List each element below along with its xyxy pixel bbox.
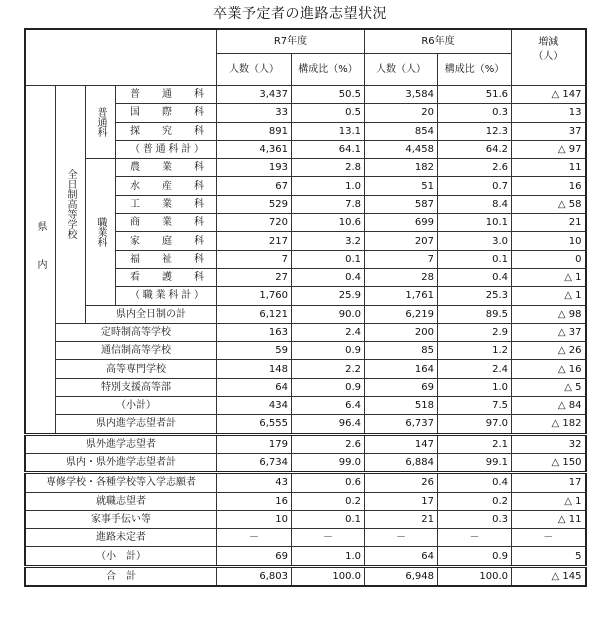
cell-r7-count: 69 — [217, 547, 292, 566]
header-row-years — [25, 29, 586, 54]
cell-r6-count: 4,458 — [365, 140, 438, 158]
cell-r6-ratio: 100.0 — [438, 566, 512, 586]
cell-r6-count: － — [365, 529, 438, 547]
cell-r7-ratio: 64.1 — [292, 140, 365, 158]
table-row — [25, 529, 586, 547]
cell-change: △ 1 — [512, 268, 586, 286]
table-row — [25, 510, 586, 528]
cell-r6-ratio: 2.4 — [438, 360, 512, 378]
table-row — [25, 547, 586, 566]
header-r6-ratio: 構成比（%） — [438, 54, 512, 86]
cell-change: △ 26 — [512, 342, 586, 360]
cell-r6-ratio: 2.6 — [438, 159, 512, 177]
header-blank — [25, 29, 217, 86]
cell-change: 5 — [512, 547, 586, 566]
row-label: （小 計） — [25, 547, 217, 566]
header-r7: R7年度 — [217, 29, 365, 54]
cell-r7-ratio: 100.0 — [292, 566, 365, 586]
cell-change: △ 1 — [512, 287, 586, 305]
cell-r7-count: 4,361 — [217, 140, 292, 158]
row-label: 商業科 — [116, 214, 217, 232]
cell-r6-count: 51 — [365, 177, 438, 195]
cell-r6-count: 6,219 — [365, 305, 438, 323]
table-row — [25, 305, 586, 323]
cell-r7-ratio: 0.5 — [292, 104, 365, 122]
cell-r7-count: 10 — [217, 510, 292, 528]
cell-r7-ratio: 0.9 — [292, 378, 365, 396]
cell-r6-count: 518 — [365, 397, 438, 415]
cell-r7-ratio: 0.2 — [292, 492, 365, 510]
cell-r7-count: 434 — [217, 397, 292, 415]
table-row — [25, 360, 586, 378]
cell-r6-ratio: 0.4 — [438, 473, 512, 492]
cell-r6-ratio: 2.9 — [438, 323, 512, 341]
cell-r6-ratio: 0.1 — [438, 250, 512, 268]
cell-r7-ratio: 25.9 — [292, 287, 365, 305]
cell-r6-count: 587 — [365, 195, 438, 213]
cell-r7-ratio: 6.4 — [292, 397, 365, 415]
cell-r6-ratio: 1.0 — [438, 378, 512, 396]
cell-r6-count: 699 — [365, 214, 438, 232]
cell-r6-count: 6,884 — [365, 453, 438, 472]
row-label: 県内全日制の計 — [86, 305, 217, 323]
cell-r6-ratio: 97.0 — [438, 415, 512, 434]
cell-r7-count: 891 — [217, 122, 292, 140]
career-plan-table — [24, 28, 587, 587]
cell-r7-count: 33 — [217, 104, 292, 122]
cell-r7-ratio: 2.8 — [292, 159, 365, 177]
cell-r7-ratio: 90.0 — [292, 305, 365, 323]
cell-r7-count: 148 — [217, 360, 292, 378]
cell-r6-count: 3,584 — [365, 86, 438, 104]
group-general: 普通科 — [86, 86, 116, 159]
cell-r6-count: 182 — [365, 159, 438, 177]
cell-r7-count: 59 — [217, 342, 292, 360]
table-row — [25, 159, 586, 177]
row-label: （小計） — [56, 397, 217, 415]
table-row — [25, 492, 586, 510]
cell-r7-count: 67 — [217, 177, 292, 195]
cell-r6-ratio: 12.3 — [438, 122, 512, 140]
cell-r7-ratio: 10.6 — [292, 214, 365, 232]
group-fulltime: 全日制高等学校 — [56, 86, 86, 324]
cell-r6-ratio: 51.6 — [438, 86, 512, 104]
row-label: 普通科 — [116, 86, 217, 104]
table-row — [25, 473, 586, 492]
cell-r6-count: 164 — [365, 360, 438, 378]
table-row — [25, 453, 586, 472]
row-label: 定時制高等学校 — [56, 323, 217, 341]
table-row — [25, 323, 586, 341]
cell-r7-ratio: 13.1 — [292, 122, 365, 140]
row-label: 家庭科 — [116, 232, 217, 250]
cell-change: △ 150 — [512, 453, 586, 472]
row-label: （職業科計） — [116, 287, 217, 305]
cell-change: △ 98 — [512, 305, 586, 323]
cell-change: 10 — [512, 232, 586, 250]
cell-r6-ratio: 99.1 — [438, 453, 512, 472]
cell-r6-ratio: 1.2 — [438, 342, 512, 360]
cell-r6-count: 854 — [365, 122, 438, 140]
cell-r7-count: 179 — [217, 434, 292, 453]
row-label: 特別支援高等部 — [56, 378, 217, 396]
cell-r7-ratio: － — [292, 529, 365, 547]
cell-r7-ratio: 50.5 — [292, 86, 365, 104]
cell-change: △ 145 — [512, 566, 586, 586]
group-vocational: 職業科 — [86, 159, 116, 305]
cell-r7-ratio: 2.6 — [292, 434, 365, 453]
cell-change: 11 — [512, 159, 586, 177]
row-label: 県内・県外進学志望者計 — [25, 453, 217, 472]
cell-r7-ratio: 96.4 — [292, 415, 365, 434]
row-label: 工業科 — [116, 195, 217, 213]
cell-change: 13 — [512, 104, 586, 122]
cell-change: 17 — [512, 473, 586, 492]
cell-r6-count: 6,737 — [365, 415, 438, 434]
cell-r7-count: 3,437 — [217, 86, 292, 104]
header-r6: R6年度 — [365, 29, 512, 54]
cell-r7-count: 27 — [217, 268, 292, 286]
cell-r7-count: 6,734 — [217, 453, 292, 472]
cell-r6-count: 26 — [365, 473, 438, 492]
table-row — [25, 434, 586, 453]
cell-r6-count: 20 — [365, 104, 438, 122]
cell-r6-ratio: 89.5 — [438, 305, 512, 323]
cell-r6-ratio: 64.2 — [438, 140, 512, 158]
table-row — [25, 378, 586, 396]
cell-change: △ 97 — [512, 140, 586, 158]
cell-change: 0 — [512, 250, 586, 268]
cell-r7-count: 529 — [217, 195, 292, 213]
cell-r6-ratio: － — [438, 529, 512, 547]
cell-r7-count: 64 — [217, 378, 292, 396]
cell-r6-count: 85 — [365, 342, 438, 360]
row-label: 看護科 — [116, 268, 217, 286]
cell-change: △ 147 — [512, 86, 586, 104]
row-label: 探究科 — [116, 122, 217, 140]
cell-r7-count: 6,803 — [217, 566, 292, 586]
cell-r6-count: 69 — [365, 378, 438, 396]
row-label: （普通科計） — [116, 140, 217, 158]
cell-r6-count: 7 — [365, 250, 438, 268]
cell-r7-count: 1,760 — [217, 287, 292, 305]
cell-r6-ratio: 0.2 — [438, 492, 512, 510]
cell-change: △ 5 — [512, 378, 586, 396]
row-label: 合 計 — [25, 566, 217, 586]
cell-r7-count: 7 — [217, 250, 292, 268]
cell-r6-ratio: 8.4 — [438, 195, 512, 213]
cell-change: △ 1 — [512, 492, 586, 510]
cell-r6-ratio: 25.3 — [438, 287, 512, 305]
cell-r6-ratio: 3.0 — [438, 232, 512, 250]
cell-r7-ratio: 1.0 — [292, 177, 365, 195]
header-r7-ratio: 構成比（%） — [292, 54, 365, 86]
cell-r6-ratio: 10.1 — [438, 214, 512, 232]
cell-change: △ 84 — [512, 397, 586, 415]
cell-r6-ratio: 0.3 — [438, 104, 512, 122]
row-label: 福祉科 — [116, 250, 217, 268]
cell-change: 37 — [512, 122, 586, 140]
cell-r6-count: 64 — [365, 547, 438, 566]
cell-r6-ratio: 0.3 — [438, 510, 512, 528]
cell-r7-count: 6,121 — [217, 305, 292, 323]
cell-r7-ratio: 0.1 — [292, 510, 365, 528]
cell-change: △ 37 — [512, 323, 586, 341]
table-row — [25, 342, 586, 360]
row-label: 水産科 — [116, 177, 217, 195]
cell-r7-ratio: 0.9 — [292, 342, 365, 360]
cell-change: △ 182 — [512, 415, 586, 434]
cell-r6-ratio: 0.7 — [438, 177, 512, 195]
cell-r7-ratio: 0.4 — [292, 268, 365, 286]
header-r6-count: 人数（人） — [365, 54, 438, 86]
cell-change: － — [512, 529, 586, 547]
row-label: 県内進学志望者計 — [56, 415, 217, 434]
cell-r6-count: 200 — [365, 323, 438, 341]
cell-r6-ratio: 0.9 — [438, 547, 512, 566]
cell-r6-count: 147 — [365, 434, 438, 453]
row-label: 専修学校・各種学校等入学志願者 — [25, 473, 217, 492]
cell-r7-ratio: 1.0 — [292, 547, 365, 566]
row-label: 高等専門学校 — [56, 360, 217, 378]
cell-change: 32 — [512, 434, 586, 453]
cell-r6-count: 21 — [365, 510, 438, 528]
cell-change: 21 — [512, 214, 586, 232]
cell-change: △ 58 — [512, 195, 586, 213]
cell-r6-count: 1,761 — [365, 287, 438, 305]
row-label: 県外進学志望者 — [25, 434, 217, 453]
cell-r7-count: 6,555 — [217, 415, 292, 434]
cell-r7-ratio: 0.6 — [292, 473, 365, 492]
table-row — [25, 397, 586, 415]
page-title: 卒業予定者の進路志望状況 — [213, 6, 387, 22]
row-label: 進路未定者 — [25, 529, 217, 547]
table-row — [25, 86, 586, 104]
row-label: 家事手伝い等 — [25, 510, 217, 528]
cell-r7-ratio: 2.2 — [292, 360, 365, 378]
row-label: 就職志望者 — [25, 492, 217, 510]
cell-r6-ratio: 7.5 — [438, 397, 512, 415]
cell-r7-ratio: 99.0 — [292, 453, 365, 472]
cell-r7-count: 163 — [217, 323, 292, 341]
cell-change: 16 — [512, 177, 586, 195]
table-row — [25, 566, 586, 586]
cell-r7-ratio: 0.1 — [292, 250, 365, 268]
row-label: 農業科 — [116, 159, 217, 177]
cell-r6-count: 207 — [365, 232, 438, 250]
cell-r7-count: 720 — [217, 214, 292, 232]
cell-change: △ 16 — [512, 360, 586, 378]
row-label: 通信制高等学校 — [56, 342, 217, 360]
cell-r7-ratio: 7.8 — [292, 195, 365, 213]
cell-change: △ 11 — [512, 510, 586, 528]
cell-r6-count: 17 — [365, 492, 438, 510]
cell-r6-count: 28 — [365, 268, 438, 286]
header-change — [512, 29, 586, 86]
cell-r6-ratio: 2.1 — [438, 434, 512, 453]
header-r7-count: 人数（人） — [217, 54, 292, 86]
cell-r7-count: 193 — [217, 159, 292, 177]
cell-r7-count: 217 — [217, 232, 292, 250]
cell-r6-ratio: 0.4 — [438, 268, 512, 286]
cell-r7-ratio: 3.2 — [292, 232, 365, 250]
header-change-label: 増減 — [538, 37, 559, 48]
cell-r7-count: － — [217, 529, 292, 547]
cell-r7-count: 43 — [217, 473, 292, 492]
cell-r7-ratio: 2.4 — [292, 323, 365, 341]
cell-r6-count: 6,948 — [365, 566, 438, 586]
cell-r7-count: 16 — [217, 492, 292, 510]
group-prefecture: 県内 — [25, 86, 56, 435]
table-row — [25, 415, 586, 434]
header-change-unit: （人） — [533, 51, 564, 62]
row-label: 国際科 — [116, 104, 217, 122]
